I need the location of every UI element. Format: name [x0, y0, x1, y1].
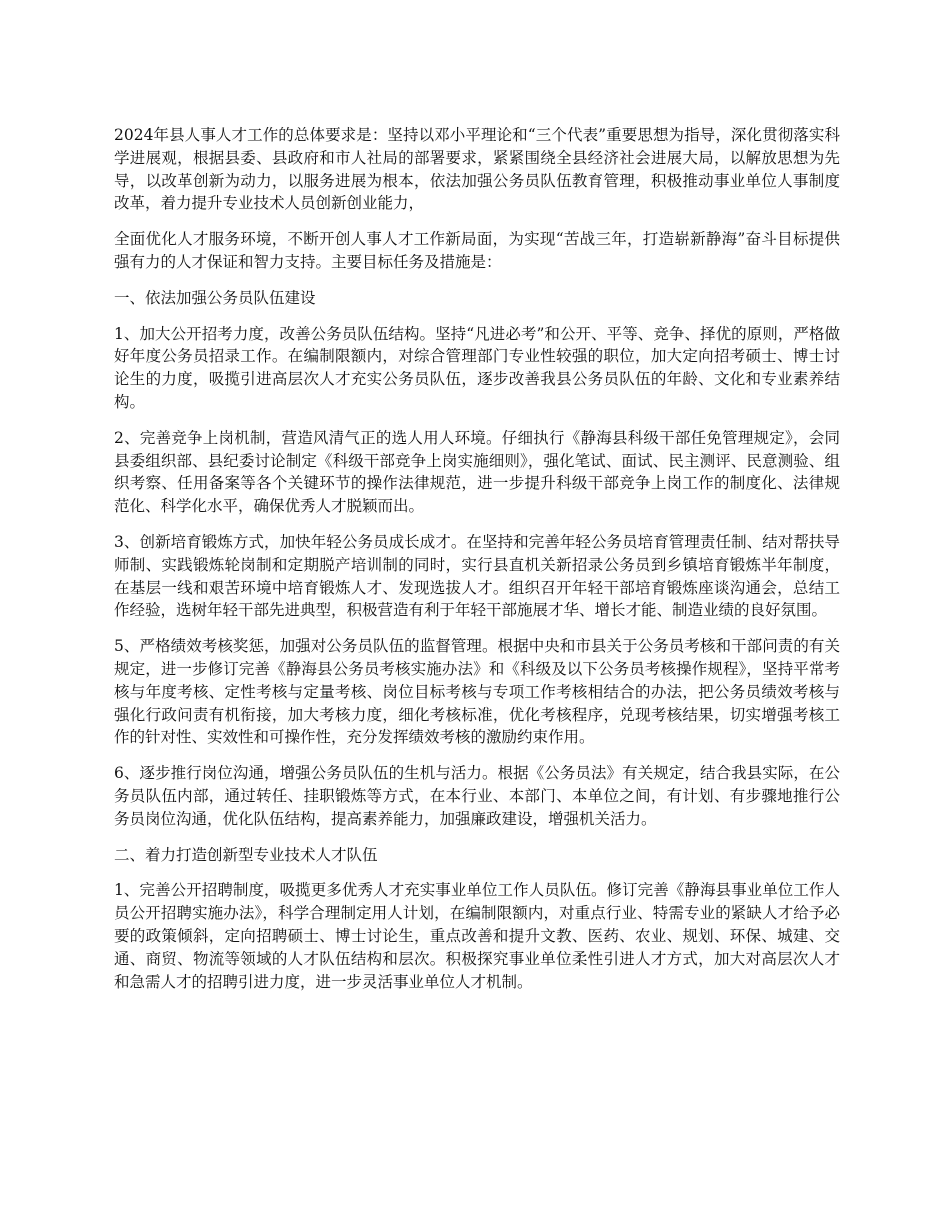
item-paragraph: 5、严格绩效考核奖惩，加强对公务员队伍的监督管理。根据中央和市县关于公务员考核和干部问责的有关规定，进一步修订完善《静海县公务员考核实施办法》和《科级及以下公务员考核操作规程》，坚持平常考核与年度考核、定性考核与定量考核、岗位目标考核与专项工作考核相结合的办法，把公务员绩效考核与强化行政问责有机衔接，加大考核力度，细化考核标准，优化考核程序，兑现考核结果，切实增强考核工作的针对性、实效性和可操作性，充分发挥绩效考核的激励约束作用。: [114, 637, 840, 747]
section-heading-technical-talent: 二、着力打造创新型专业技术人才队伍: [114, 845, 378, 864]
item-paragraph: 2、完善竞争上岗机制，营造风清气正的选人用人环境。仔细执行《静海县科级干部任免管理规定》，会同县委组织部、县纪委讨论制定《科级干部竞争上岗实施细则》，强化笔试、面试、民主测评、民意测验、组织考察、任用备案等各个关键环节的操作法律规范，进一步提升科级干部竞争上岗工作的制度化、法律规范化、科学化水平，确保优秀人才脱颖而出。: [114, 428, 840, 516]
item-paragraph: 1、完善公开招聘制度，吸揽更多优秀人才充实事业单位工作人员队伍。修订完善《静海县事业单位工作人员公开招聘实施办法》，科学合理制定用人计划，在编制限额内，对重点行业、特需专业的紧缺人才给予必要的政策倾斜，定向招聘硕士、博士讨论生，重点改善和提升文教、医药、农业、规划、环保、城建、交通、商贸、物流等领域的人才队伍结构和层次。积极探究事业单位柔性引进人才方式，加大对高层次人才和急需人才的招聘引进力度，进一步灵活事业单位人才机制。: [114, 881, 840, 991]
item-paragraph: 1、加大公开招考力度，改善公务员队伍结构。坚持“凡进必考”和公开、平等、竞争、择优的原则，严格做好年度公务员招录工作。在编制限额内，对综合管理部门专业性较强的职位，加大定向招考硕士、博士讨论生的力度，吸揽引进高层次人才充实公务员队伍，逐步改善我县公务员队伍的年龄、文化和专业素养结构。: [114, 324, 840, 411]
item-paragraph: 3、创新培育锻炼方式，加快年轻公务员成长成才。在坚持和完善年轻公务员培育管理责任制、结对帮扶导师制、实践锻炼轮岗制和定期脱产培训制的同时，实行县直机关新招录公务员到乡镇培育锻炼半年制度，在基层一线和艰苦环境中培育锻炼人才、发现选拔人才。组织召开年轻干部培育锻炼座谈沟通会，总结工作经验，选树年轻干部先进典型，积极营造有利于年轻干部施展才华、增长才能、制造业绩的良好氛围。: [114, 532, 840, 620]
intro-paragraph: 2024年县人事人才工作的总体要求是：坚持以邓小平理论和“三个代表”重要思想为指导，深化贯彻落实科学进展观，根据县委、县政府和市人社局的部署要求，紧紧围绕全县经济社会进展大局，以解放思想为先导，以改革创新为动力，以服务进展为根本，依法加强公务员队伍教育管理，积极推动事业单位人事制度改革，着力提升专业技术人员创新创业能力，: [114, 126, 840, 213]
section-heading-civil-servants: 一、依法加强公务员队伍建设: [114, 288, 316, 307]
document-body: [114, 124, 840, 1006]
item-paragraph: 6、逐步推行岗位沟通，增强公务员队伍的生机与活力。根据《公务员法》有关规定，结合我县实际，在公务员队伍内部，通过转任、挂职锻炼等方式，在本行业、本部门、本单位之间，有计划、有步骤地推行公务员岗位沟通，优化队伍结构，提高素养能力，加强廉政建设，增强机关活力。: [114, 764, 840, 828]
goals-paragraph: 全面优化人才服务环境，不断开创人事人才工作新局面，为实现“苦战三年，打造崭新静海”奋斗目标提供强有力的人才保证和智力支持。主要目标任务及措施是：: [114, 230, 840, 271]
